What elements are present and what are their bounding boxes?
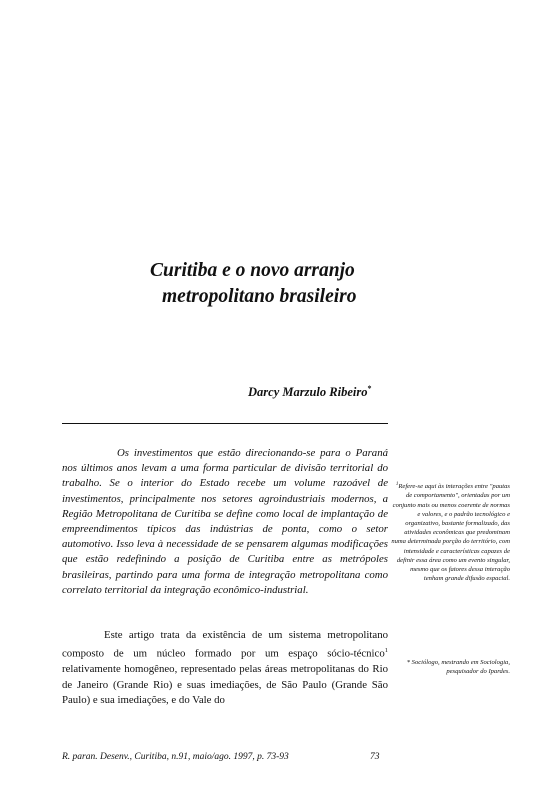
author-byline: [248, 384, 371, 400]
article-title: [150, 258, 410, 310]
title-line-2: metropolitano brasileiro: [162, 286, 357, 307]
sidenote-definition-text: Refere-se aqui às interações entre "pautas de comportamento", orientadas por um conjunto mais ou menos coerente de normas e valores, e o padrão tecnológico e organizativo, bastante formalizado, das atividades econômicas que predominam numa determinada porção do território, com intensidade e características capazes de definir essa área como um evento singular, mesmo que os fatores dessa interação tenham grande difusão espacial.: [391, 483, 510, 583]
section-divider: [62, 423, 388, 424]
body-footnote-marker: 1: [384, 647, 388, 655]
sidenote-author-affiliation: * Sociólogo, mestrando em Sociologia, pesquisador do Ipardes.: [406, 659, 510, 676]
author-footnote-marker: *: [367, 384, 372, 393]
sidenote-marker: 1: [395, 482, 399, 487]
journal-citation: R. paran. Desenv., Curitiba, n.91, maio/ago. 1997, p. 73-93: [62, 752, 289, 762]
body-text-part-2: relativamente homogêneo, representado pelas áreas metropolitanas do Rio de Janeiro (Grande Rio) e suas imediações, de São Paulo (Grande São Paulo) e sua imediações, e do Vale do: [62, 663, 388, 707]
sidenote-definition: [390, 480, 510, 583]
page-number: 73: [370, 752, 380, 762]
body-text-part-1: Este artigo trata da existência de um sistema metropolitano composto de um núcleo formado por um espaço sócio-técnico: [62, 629, 388, 660]
body-paragraph: [62, 628, 388, 709]
abstract-paragraph: Os investimentos que estão direcionando-se para o Paraná nos últimos anos levam a uma forma particular de divisão territorial do trabalho. Se o interior do Estado recebe um volume razoável de investimentos, principalmente nos setores agroindustriais modernos, a Região Metropolitana de Curitiba se define como local de implantação de empreendimentos típicos das indústrias de ponta, como o setor automotivo. Isso leva à necessidade de se pensarem algumas modificações que estão redefinindo a posição de Curitiba entre as metrópoles brasileiras, partindo para uma forma de integração metropolitana como correlato territorial da integração econômico-industrial.: [62, 447, 388, 596]
title-line-1: Curitiba e o novo arranjo: [150, 260, 355, 281]
author-name: Darcy Marzulo Ribeiro: [248, 385, 368, 400]
